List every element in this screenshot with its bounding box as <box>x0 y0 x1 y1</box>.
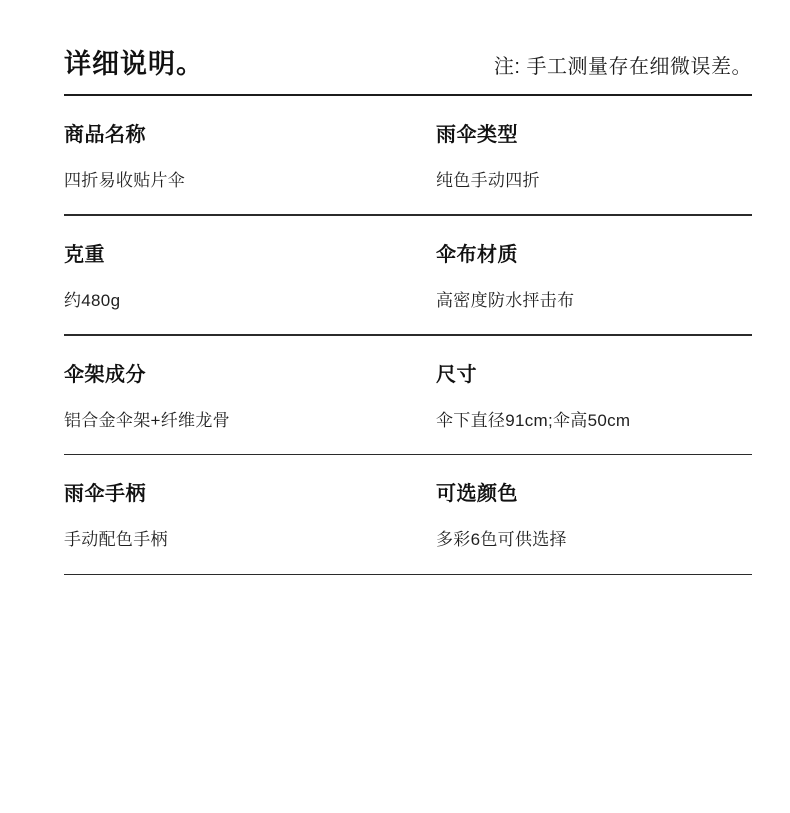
row-divider <box>64 574 752 576</box>
page-title: 详细说明。 <box>64 49 204 79</box>
spec-value: 铝合金伞架+纤维龙骨 <box>64 410 230 430</box>
spec-label: 可选颜色 <box>436 483 518 506</box>
spec-label: 雨伞手柄 <box>64 483 146 506</box>
spec-cell-right <box>408 362 752 432</box>
table-row <box>64 216 752 334</box>
spec-value: 四折易收贴片伞 <box>64 171 186 191</box>
spec-label: 雨伞类型 <box>436 124 518 147</box>
spec-cell-left <box>64 481 408 551</box>
spec-cell-right <box>408 122 752 192</box>
table-row <box>64 96 752 214</box>
spec-label: 伞布材质 <box>436 244 518 267</box>
table-row <box>64 336 752 454</box>
table-header <box>64 48 752 94</box>
spec-value: 约480g <box>64 291 121 311</box>
spec-cell-right <box>408 242 752 312</box>
spec-cell-left <box>64 122 408 192</box>
measurement-note: 注: 手工测量存在细微误差。 <box>493 56 752 78</box>
spec-value: 多彩6色可供选择 <box>436 530 567 550</box>
specification-table <box>64 48 752 575</box>
spec-card <box>14 8 776 803</box>
table-row <box>64 455 752 573</box>
spec-value: 手动配色手柄 <box>64 530 168 550</box>
spec-cell-right <box>408 481 752 551</box>
spec-label: 尺寸 <box>436 363 477 386</box>
spec-label: 伞架成分 <box>64 363 146 386</box>
spec-label: 克重 <box>64 244 105 267</box>
spec-value: 高密度防水抨击布 <box>436 291 575 311</box>
spec-value: 纯色手动四折 <box>436 171 540 191</box>
spec-value: 伞下直径91cm;伞高50cm <box>436 410 631 430</box>
spec-cell-left <box>64 242 408 312</box>
spec-label: 商品名称 <box>64 124 146 147</box>
spec-cell-left <box>64 362 408 432</box>
